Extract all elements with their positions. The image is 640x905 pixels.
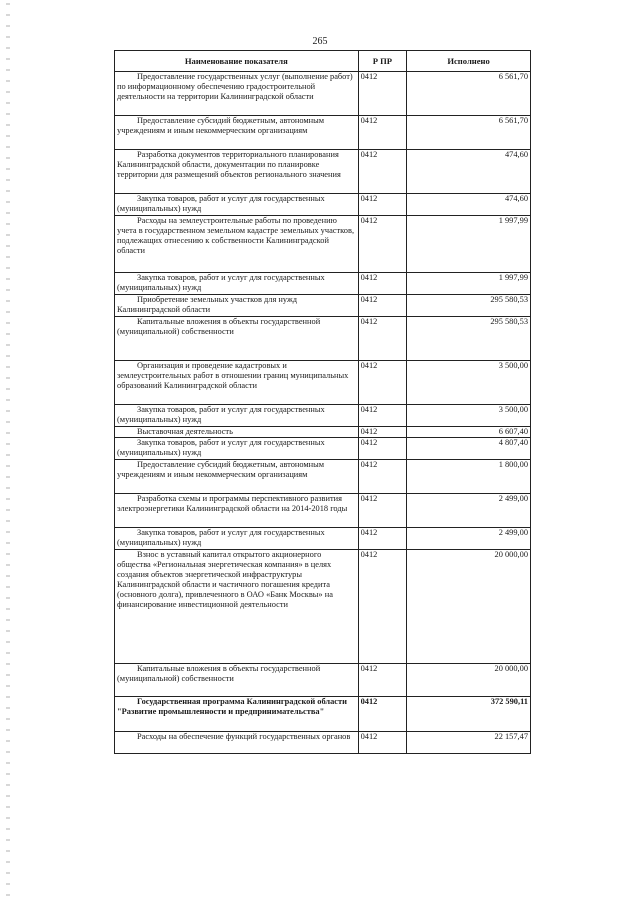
row-section-code: 0412 [358, 361, 407, 405]
row-name-text: Разработка документов территориального планирования Калининградской области, документации по планировке территории для размещений объектов регионального значения [117, 150, 341, 179]
row-name-text: Предоставление государственных услуг (выполнение работ) по информационному обеспечению градостроительной деятельности на территории Калининградской области [117, 72, 353, 101]
expenditure-table [114, 50, 531, 754]
row-indicator-name [115, 438, 359, 460]
table-row [115, 116, 531, 150]
row-name-text: Предоставление субсидий бюджетным, автономным учреждениям и иным некоммерческим организациям [117, 460, 325, 479]
row-indicator-name [115, 460, 359, 494]
row-executed-value: 1 800,00 [407, 460, 531, 494]
row-executed-value: 474,60 [407, 194, 531, 216]
scan-edge-marks [6, 0, 10, 905]
row-section-code: 0412 [358, 116, 407, 150]
row-indicator-name [115, 664, 359, 697]
row-executed-value: 474,60 [407, 150, 531, 194]
table-row [115, 550, 531, 664]
row-executed-value: 4 807,40 [407, 438, 531, 460]
row-executed-value: 6 607,40 [407, 427, 531, 438]
header-section-code: Р ПР [358, 51, 407, 72]
table-body [115, 72, 531, 754]
row-name-text: Капитальные вложения в объекты государственной (муниципальной) собственности [117, 664, 321, 683]
table-row [115, 273, 531, 295]
table-row [115, 732, 531, 754]
row-executed-value: 1 997,99 [407, 273, 531, 295]
row-executed-value: 2 499,00 [407, 528, 531, 550]
row-section-code: 0412 [358, 295, 407, 317]
table-row [115, 317, 531, 361]
row-name-text: Организация и проведение кадастровых и землеустроительных работ в отношении границ муниципальных образований Калининградской области [117, 361, 349, 390]
row-indicator-name [115, 317, 359, 361]
table-row [115, 460, 531, 494]
row-name-text: Расходы на землеустроительные работы по проведению учета в государственном земельном кадастре земельных участков, подлежащих отнесению к собственности Калининградской области [117, 216, 355, 255]
row-name-text: Закупка товаров, работ и услуг для государственных (муниципальных) нужд [117, 438, 325, 457]
row-name-text: Закупка товаров, работ и услуг для государственных (муниципальных) нужд [117, 194, 325, 213]
row-section-code: 0412 [358, 216, 407, 273]
row-name-text: Закупка товаров, работ и услуг для государственных (муниципальных) нужд [117, 273, 325, 292]
row-indicator-name [115, 273, 359, 295]
row-indicator-name [115, 405, 359, 427]
row-section-code: 0412 [358, 697, 407, 732]
table-row [115, 295, 531, 317]
table-header-row [115, 51, 531, 72]
row-executed-value: 3 500,00 [407, 405, 531, 427]
row-name-text: Предоставление субсидий бюджетным, автономным учреждениям и иным некоммерческим организациям [117, 116, 325, 135]
row-section-code: 0412 [358, 438, 407, 460]
row-executed-value: 295 580,53 [407, 317, 531, 361]
table-row [115, 361, 531, 405]
row-executed-value: 1 997,99 [407, 216, 531, 273]
row-name-text: Закупка товаров, работ и услуг для государственных (муниципальных) нужд [117, 405, 325, 424]
row-indicator-name [115, 550, 359, 664]
row-indicator-name [115, 361, 359, 405]
row-indicator-name [115, 697, 359, 732]
row-executed-value: 6 561,70 [407, 72, 531, 116]
row-executed-value: 6 561,70 [407, 116, 531, 150]
row-section-code: 0412 [358, 427, 407, 438]
row-indicator-name [115, 528, 359, 550]
row-executed-value: 20 000,00 [407, 550, 531, 664]
table-row [115, 494, 531, 528]
row-indicator-name [115, 150, 359, 194]
table-row [115, 150, 531, 194]
header-executed: Исполнено [407, 51, 531, 72]
row-name-text: Закупка товаров, работ и услуг для государственных (муниципальных) нужд [117, 528, 325, 547]
table-row [115, 438, 531, 460]
row-executed-value: 20 000,00 [407, 664, 531, 697]
page-number: 265 [312, 36, 328, 47]
row-executed-value: 3 500,00 [407, 361, 531, 405]
row-executed-value: 22 157,47 [407, 732, 531, 754]
row-name-text: Выставочная деятельность [137, 427, 233, 436]
row-name-text: Капитальные вложения в объекты государственной (муниципальной) собственности [117, 317, 321, 336]
row-indicator-name [115, 427, 359, 438]
row-indicator-name [115, 494, 359, 528]
table-row [115, 427, 531, 438]
header-indicator-name: Наименование показателя [115, 51, 359, 72]
row-section-code: 0412 [358, 150, 407, 194]
table-row [115, 697, 531, 732]
row-section-code: 0412 [358, 460, 407, 494]
table-row [115, 216, 531, 273]
row-executed-value: 372 590,11 [407, 697, 531, 732]
row-section-code: 0412 [358, 550, 407, 664]
row-indicator-name [115, 216, 359, 273]
row-name-text: Государственная программа Калининградской области "Развитие промышленности и предпринимательства" [117, 697, 347, 716]
row-indicator-name [115, 295, 359, 317]
table-row [115, 194, 531, 216]
row-section-code: 0412 [358, 72, 407, 116]
row-section-code: 0412 [358, 317, 407, 361]
row-name-text: Разработка схемы и программы перспективного развития электроэнергетики Калининградской области на 2014-2018 годы [117, 494, 348, 513]
row-section-code: 0412 [358, 194, 407, 216]
row-section-code: 0412 [358, 494, 407, 528]
table-row [115, 664, 531, 697]
row-section-code: 0412 [358, 732, 407, 754]
row-name-text: Взнос в уставный капитал открытого акционерного общества «Региональная энергетическая компания» в целях создания объектов энергетической инфраструктуры Калининградской области и частичного погашения кредита (основного долга), привлеченного в ОАО «Банк Москвы» на финансирование инвестиционной деятельности [117, 550, 333, 609]
row-indicator-name [115, 194, 359, 216]
table-row [115, 72, 531, 116]
row-indicator-name [115, 732, 359, 754]
table-row [115, 528, 531, 550]
row-section-code: 0412 [358, 273, 407, 295]
row-name-text: Расходы на обеспечение функций государственных органов [137, 732, 351, 741]
row-name-text: Приобретение земельных участков для нужд Калининградской области [117, 295, 298, 314]
row-indicator-name [115, 72, 359, 116]
row-executed-value: 295 580,53 [407, 295, 531, 317]
row-indicator-name [115, 116, 359, 150]
table-row [115, 405, 531, 427]
row-section-code: 0412 [358, 664, 407, 697]
row-section-code: 0412 [358, 528, 407, 550]
row-section-code: 0412 [358, 405, 407, 427]
row-executed-value: 2 499,00 [407, 494, 531, 528]
